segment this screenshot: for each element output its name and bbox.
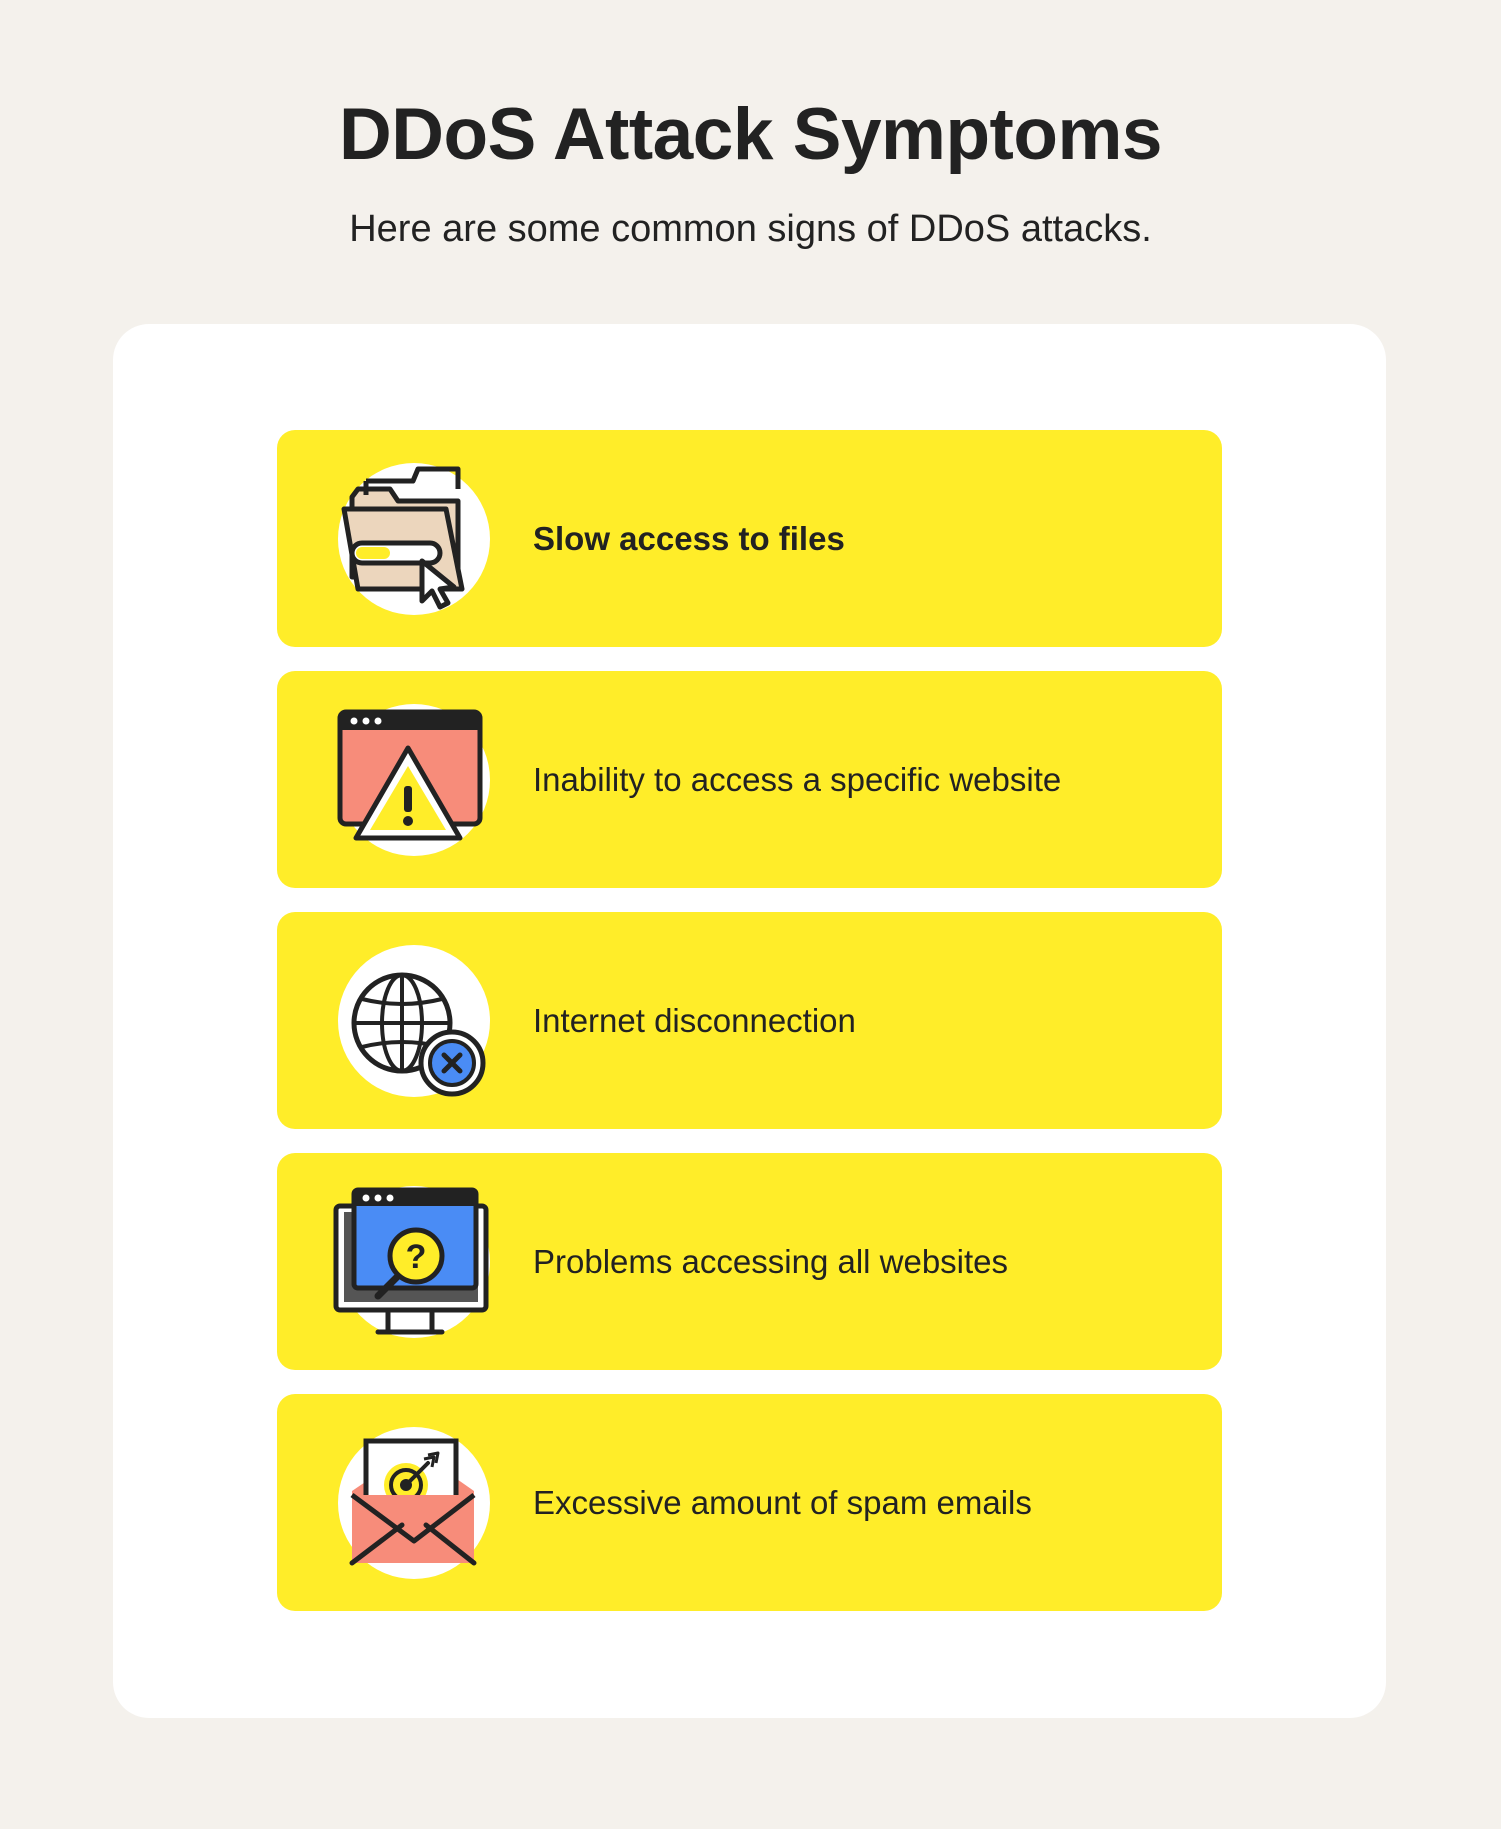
symptom-label: Internet disconnection bbox=[533, 1002, 856, 1039]
symptom-item-all-websites bbox=[277, 1153, 1222, 1370]
symptom-item-specific-website bbox=[277, 671, 1222, 888]
page-subtitle: Here are some common signs of DDoS attacks. bbox=[349, 208, 1152, 250]
symptom-item-slow-files bbox=[277, 430, 1222, 647]
monitor-search-icon bbox=[328, 1172, 498, 1352]
symptom-label: Excessive amount of spam emails bbox=[533, 1484, 1032, 1521]
symptom-label: Problems accessing all websites bbox=[533, 1243, 1009, 1280]
folder-loading-icon bbox=[328, 449, 498, 629]
globe-disconnected-icon bbox=[328, 931, 498, 1111]
spam-email-target-icon bbox=[328, 1413, 498, 1593]
symptom-label: Inability to access a specific website bbox=[533, 761, 1062, 798]
symptom-item-internet-disconnection bbox=[277, 912, 1222, 1129]
browser-warning-icon bbox=[328, 690, 498, 870]
svg-text:?: ? bbox=[405, 1238, 427, 1276]
symptom-item-spam-emails bbox=[277, 1394, 1222, 1611]
page-title: DDoS Attack Symptoms bbox=[339, 94, 1162, 175]
symptom-label: Slow access to files bbox=[533, 520, 845, 557]
